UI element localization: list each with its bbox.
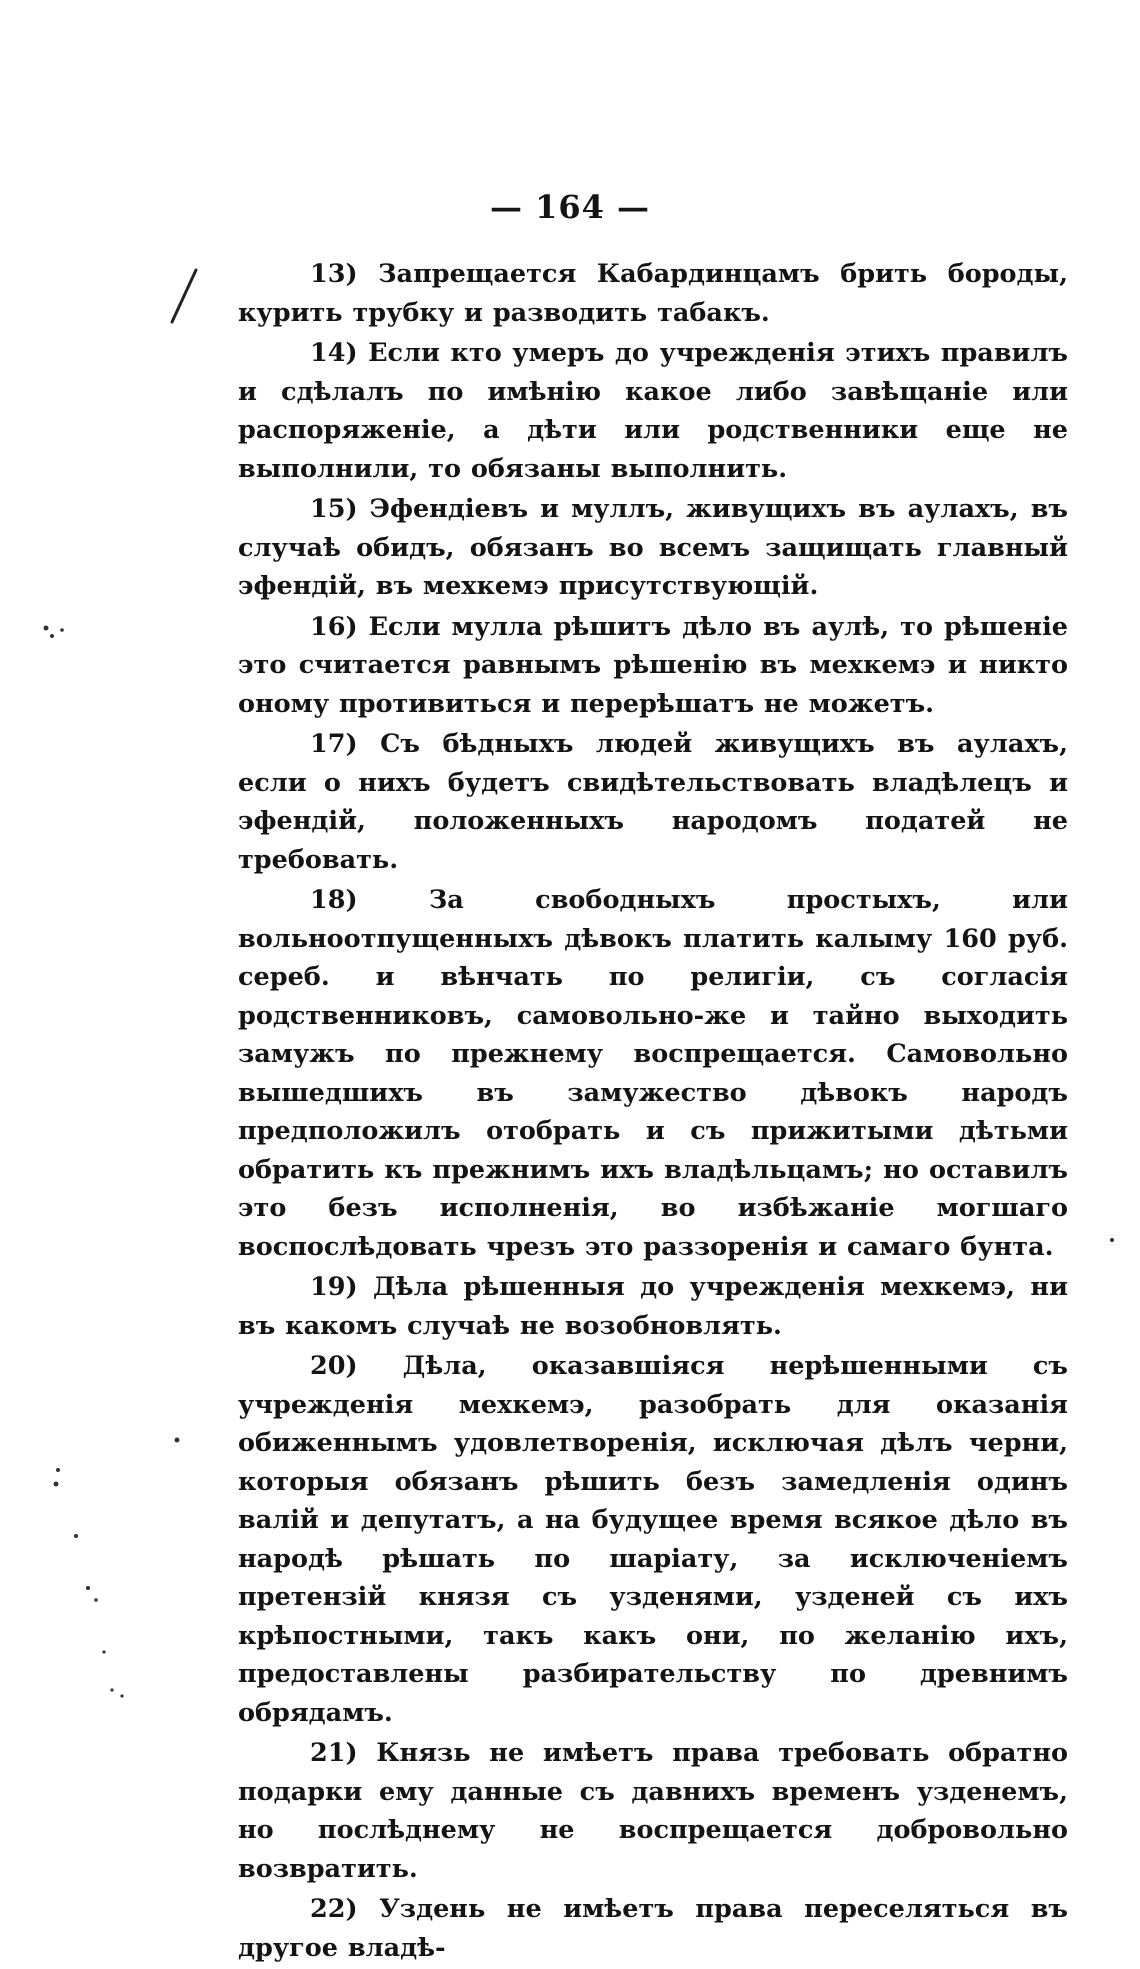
paragraph-16: 16) Если мулла рѣшитъ дѣло въ аулѣ, то рѣшеніе это считается равнымъ рѣшенію въ мехкемэ и никто оному противиться и перерѣшатъ не можетъ. bbox=[238, 611, 1068, 719]
paragraph-17: 17) Съ бѣдныхъ людей живущихъ въ аулахъ, если о нихъ будетъ свидѣтельствовать владѣлецъ и эфендій, положенныхъ народомъ податей не требовать. bbox=[238, 729, 1068, 875]
paragraph-15: 15) Эфендіевъ и муллъ, живущихъ въ аулахъ, въ случаѣ обидъ, обязанъ во всемъ защищать главный эфендій, въ мехкемэ присутствующій. bbox=[238, 494, 1068, 601]
paragraph-14: 14) Если кто умеръ до учрежденія этихъ правилъ и сдѣлалъ по имѣнію какое либо завѣщаніе или распоряженіе, а дѣти или родственники еще не выполнили, то обязаны выполнить. bbox=[238, 338, 1068, 484]
speck-mark bbox=[86, 1586, 90, 1590]
paragraph-22: 22) Уздень не имѣетъ права переселяться въ другое владѣ- bbox=[238, 1894, 1068, 1963]
speck-mark bbox=[1110, 1238, 1114, 1242]
speck-mark bbox=[56, 1468, 60, 1472]
speck-mark bbox=[54, 1482, 59, 1487]
speck-mark bbox=[74, 1534, 78, 1538]
speck-mark bbox=[50, 634, 54, 638]
paragraph-21: 21) Князь не имѣетъ права требовать обратно подарки ему данные съ давнихъ временъ узденемъ, но послѣднему не воспрещается добровольно возвратить. bbox=[238, 1738, 1068, 1884]
pencil-slash-mark bbox=[172, 270, 196, 322]
paragraph-18: 18) За свободныхъ простыхъ, или вольноотпущенныхъ дѣвокъ платить калыму 160 руб. сереб. и вѣнчать по религіи, съ согласія родственниковъ, самовольно-же и тайно выходить замужъ по прежнему воспрещается. Самовольно вышедшихъ въ замужество дѣвокъ народъ предположилъ отобрать и съ прижитыми дѣтьми обратить къ прежнимъ ихъ владѣльцамъ; но оставилъ это безъ исполненія, во избѣжаніе могшаго воспослѣдовать чрезъ это раззоренія и самаго бунта. bbox=[238, 885, 1068, 1262]
speck-mark bbox=[110, 1688, 113, 1691]
page-number: — 164 — bbox=[489, 188, 651, 226]
body-text bbox=[238, 255, 1068, 1969]
paragraph-20: 20) Дѣла, оказавшіяся нерѣшенными съ учрежденія мехкемэ, разобрать для оказанія обиженнымъ удовлетворенія, исключая дѣлъ черни, которыя обязанъ рѣшить безъ замедленія одинъ валій и депутатъ, а на будущее время всякое дѣло въ народѣ рѣшать по шаріату, за исключеніемъ претензій князя съ узденями, узденей съ ихъ крѣпостными, такъ какъ они, по желанію ихъ, предоставлены разбирательству по древнимъ обрядамъ. bbox=[238, 1351, 1068, 1728]
paragraph-19: 19) Дѣла рѣшенныя до учрежденія мехкемэ, ни въ какомъ случаѣ не возобновлять. bbox=[238, 1272, 1068, 1341]
speck-mark bbox=[94, 1598, 98, 1602]
speck-mark bbox=[44, 626, 49, 631]
speck-mark bbox=[175, 1438, 180, 1443]
speck-mark bbox=[60, 628, 64, 632]
paragraph-13: 13) Запрещается Кабардинцамъ брить бороды, курить трубку и разводить табакъ. bbox=[238, 259, 1068, 328]
speck-mark bbox=[102, 1650, 105, 1653]
speck-mark bbox=[120, 1694, 123, 1697]
